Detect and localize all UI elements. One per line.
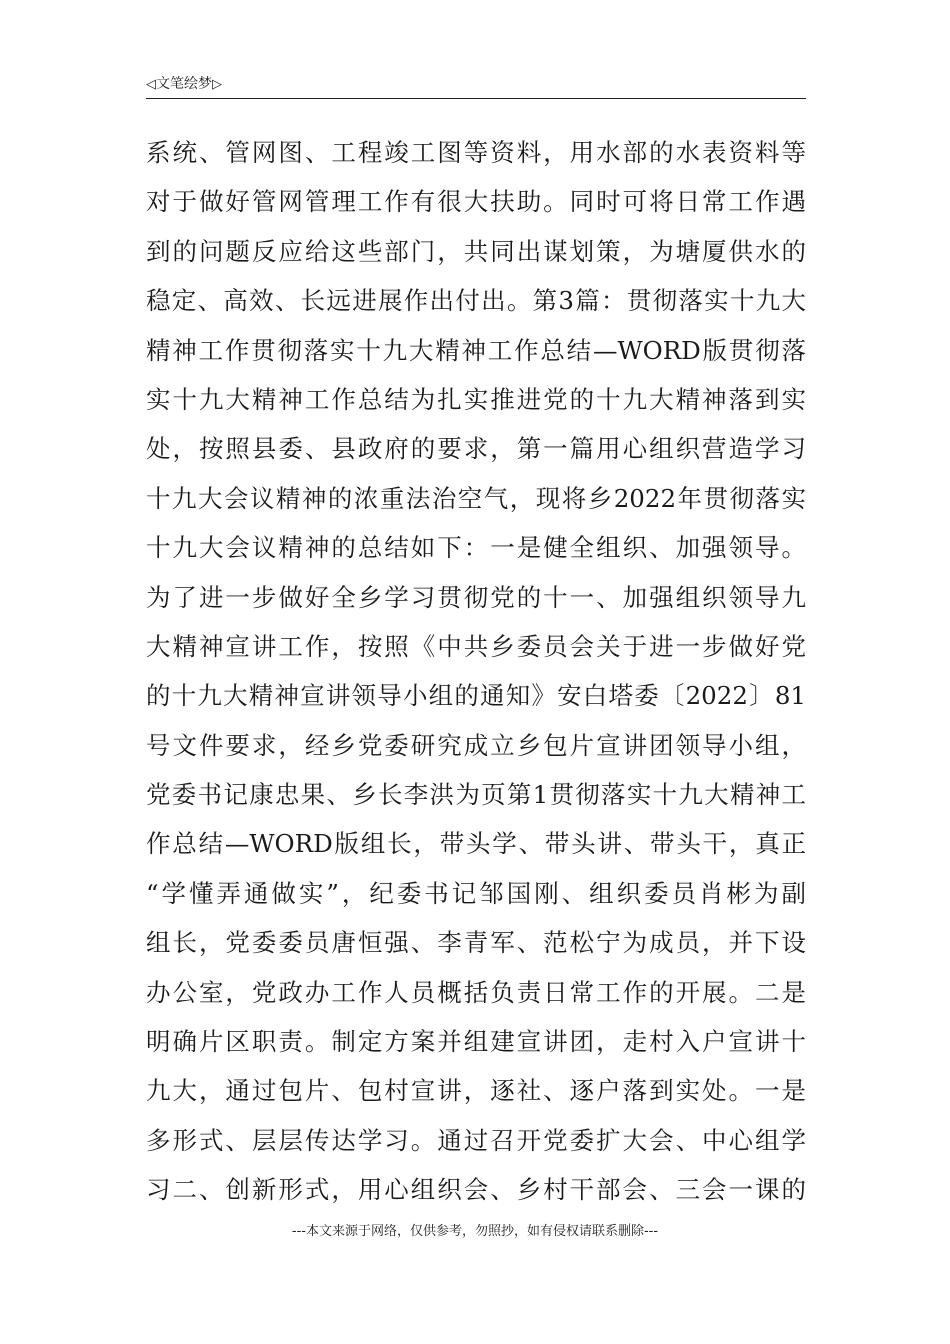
body-line: 习二、创新形式，用心组织会、乡村干部会、三会一课的 [146, 1175, 806, 1205]
body-line: 到的问题反应给这些部门，共同出谋划策，为塘厦供水的 [146, 236, 806, 266]
body-line: 明确片区职责。制定方案并组建宣讲团，走村入户宣讲十 [146, 1027, 806, 1057]
body-line: 为了进一步做好全乡学习贯彻党的十一、加强组织领导九 [146, 582, 806, 612]
body-line: 大精神宣讲工作，按照《中共乡委员会关于进一步做好党 [146, 631, 806, 661]
left-triangle-icon: ◁ [146, 77, 156, 92]
body-line: 号文件要求，经乡党委研究成立乡包片宣讲团领导小组， [146, 730, 806, 760]
brand-name: 文笔绘梦 [156, 76, 212, 92]
body-line: 党委书记康忠果、乡长李洪为页第1贯彻落实十九大精神工 [146, 780, 806, 810]
body-line: 实十九大精神工作总结为扎实推进党的十九大精神落到实 [146, 384, 806, 414]
header-brand [146, 74, 222, 95]
body-line: 九大，通过包片、包村宣讲，逐社、逐户落到实处。一是 [146, 1076, 806, 1106]
body-line: 作总结—WORD版组长，带头学、带头讲、带头干，真正 [146, 829, 806, 859]
footer-disclaimer: ---本文来源于网络，仅供参考，勿照抄，如有侵权请联系删除--- [291, 1224, 659, 1239]
body-line: 对于做好管网管理工作有很大扶助。同时可将日常工作遇 [146, 187, 806, 217]
document-body [146, 128, 806, 1215]
body-line: “学懂弄通做实”，纪委书记邹国刚、组织委员肖彬为副 [146, 878, 806, 908]
body-line: 精神工作贯彻落实十九大精神工作总结—WORD版贯彻落 [146, 335, 806, 365]
body-line: 处，按照县委、县政府的要求，第一篇用心组织营造学习 [146, 434, 806, 464]
body-line: 多形式、层层传达学习。通过召开党委扩大会、中心组学 [146, 1125, 806, 1155]
body-line: 办公室，党政办工作人员概括负责日常工作的开展。二是 [146, 977, 806, 1007]
body-line: 系统、管网图、工程竣工图等资料，用水部的水表资料等 [146, 138, 806, 167]
body-line: 组长，党委委员唐恒强、李青军、范松宁为成员，并下设 [146, 928, 806, 958]
page-header [146, 74, 806, 99]
right-triangle-icon: ▷ [212, 77, 222, 92]
body-line: 十九大会议精神的总结如下：一是健全组织、加强领导。 [146, 533, 806, 563]
body-line: 稳定、高效、长远进展作出付出。第3篇：贯彻落实十九大 [146, 286, 806, 316]
body-line: 的十九大精神宣讲领导小组的通知》安白塔委〔2022〕81 [146, 681, 806, 711]
body-line: 十九大会议精神的浓重法治空气，现将乡2022年贯彻落实 [146, 483, 806, 513]
